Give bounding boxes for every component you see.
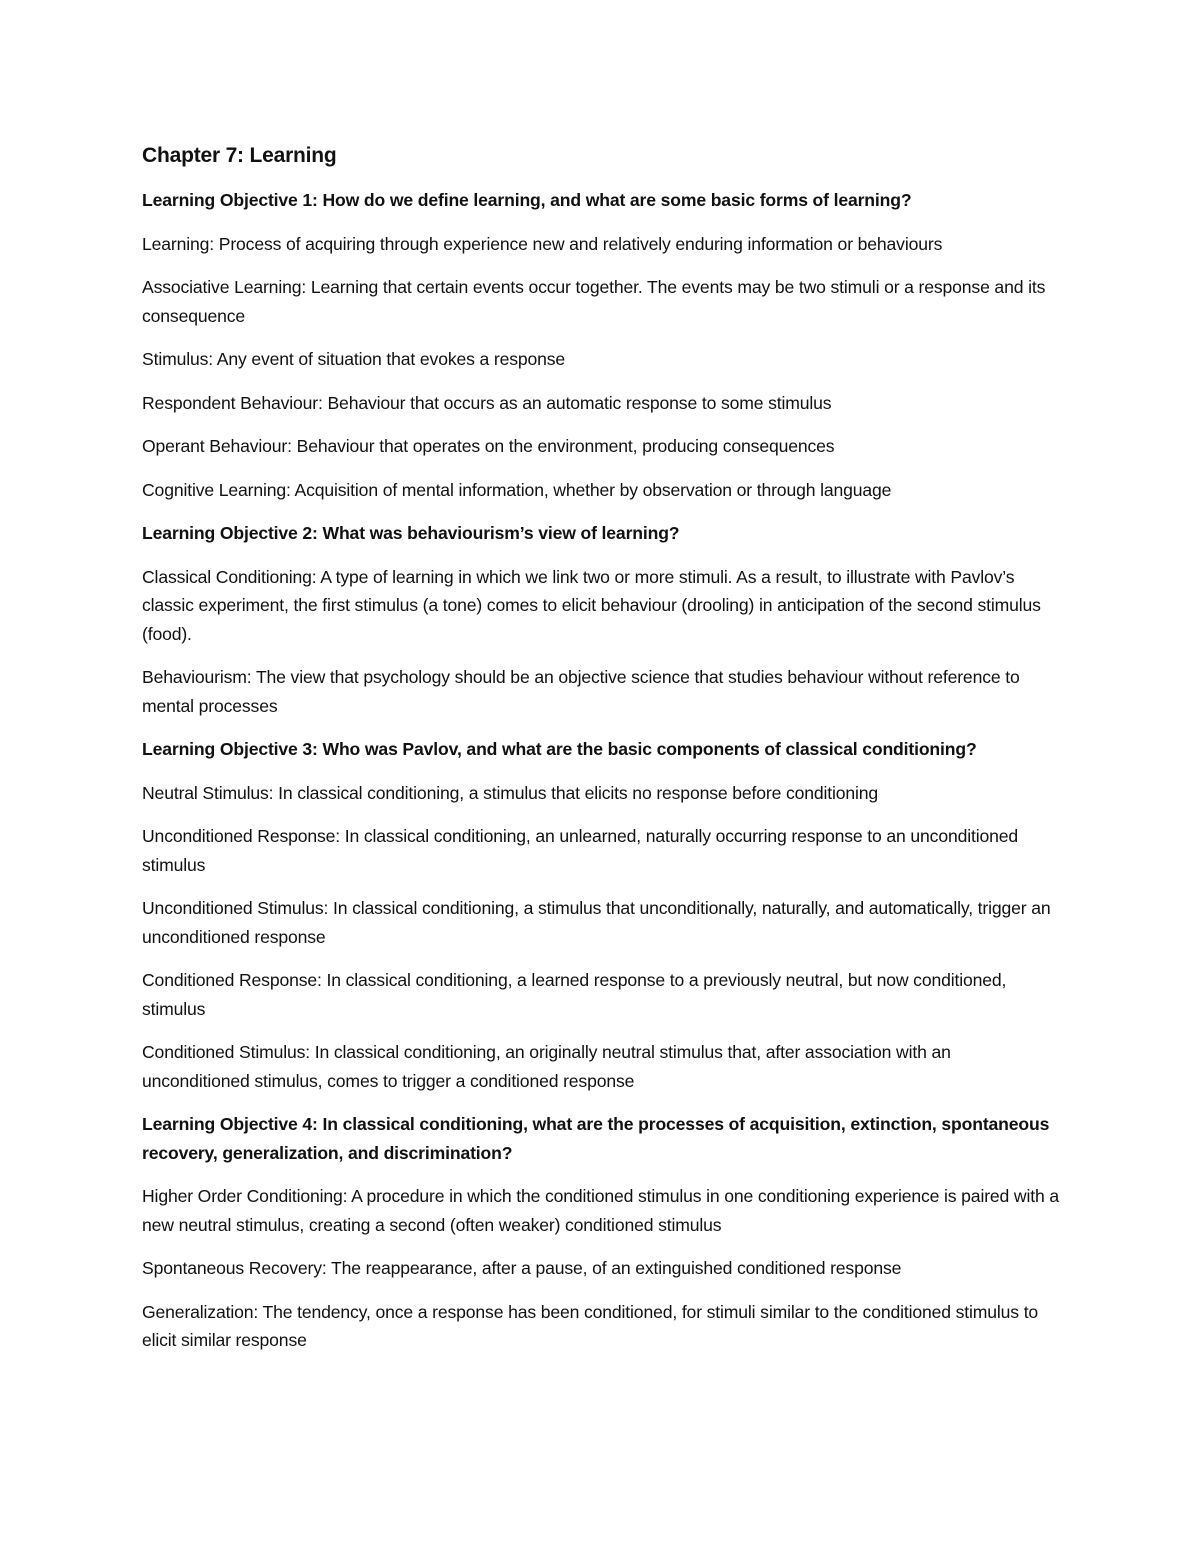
- definition-paragraph: Classical Conditioning: A type of learning in which we link two or more stimuli. As a result, to illustrate with Pavlov’s classic experiment, the first stimulus (a tone) comes to elicit behaviour (drooling) in anticipation of the second stimulus (food).: [142, 566, 1041, 644]
- definition-paragraph: Conditioned Stimulus: In classical conditioning, an originally neutral stimulus that, after association with an unconditioned stimulus, comes to trigger a conditioned response: [142, 1042, 951, 1091]
- definition-paragraph: Unconditioned Stimulus: In classical conditioning, a stimulus that unconditionally, naturally, and automatically, trigger an unconditioned response: [142, 898, 1051, 947]
- definition-paragraph: Spontaneous Recovery: The reappearance, after a pause, of an extinguished conditioned response: [142, 1258, 902, 1278]
- definition-paragraph: Generalization: The tendency, once a response has been conditioned, for stimuli similar to the conditioned stimulus to elicit similar response: [142, 1301, 1039, 1350]
- objective-heading: Learning Objective 1: How do we define learning, and what are some basic forms of learning?: [142, 190, 912, 210]
- objective-heading: Learning Objective 4: In classical conditioning, what are the processes of acquisition, extinction, spontaneous recovery, generalization, and discrimination?: [142, 1114, 1050, 1163]
- definition-paragraph: Conditioned Response: In classical conditioning, a learned response to a previously neutral, but now conditioned, stimulus: [142, 970, 1007, 1019]
- definition-paragraph: Cognitive Learning: Acquisition of mental information, whether by observation or through language: [142, 479, 892, 500]
- document-page: [142, 140, 1062, 1370]
- definition-paragraph: Neutral Stimulus: In classical conditioning, a stimulus that elicits no response before conditioning: [142, 782, 879, 803]
- definition-paragraph: Higher Order Conditioning: A procedure in which the conditioned stimulus in one conditioning experience is paired with a new neutral stimulus, creating a second (often weaker) conditioned stimulus: [142, 1186, 1059, 1235]
- definition-paragraph: Learning: Process of acquiring through experience new and relatively enduring information or behaviours: [142, 233, 943, 254]
- definition-paragraph: Respondent Behaviour: Behaviour that occurs as an automatic response to some stimulus: [142, 392, 832, 413]
- definition-paragraph: Unconditioned Response: In classical conditioning, an unlearned, naturally occurring response to an unconditioned stimulus: [142, 826, 1019, 875]
- definition-paragraph: Stimulus: Any event of situation that evokes a response: [142, 349, 566, 369]
- objective-heading: Learning Objective 2: What was behaviourism’s view of learning?: [142, 523, 680, 543]
- definition-paragraph: Operant Behaviour: Behaviour that operates on the environment, producing consequences: [142, 436, 835, 456]
- definition-paragraph: Associative Learning: Learning that certain events occur together. The events may be two stimuli or a response and its consequence: [142, 277, 1046, 326]
- definition-paragraph: Behaviourism: The view that psychology should be an objective science that studies behaviour without reference to mental processes: [142, 667, 1020, 716]
- chapter-title: Chapter 7: Learning: [142, 144, 337, 167]
- objective-heading: Learning Objective 3: Who was Pavlov, and what are the basic components of classical conditioning?: [142, 739, 977, 759]
